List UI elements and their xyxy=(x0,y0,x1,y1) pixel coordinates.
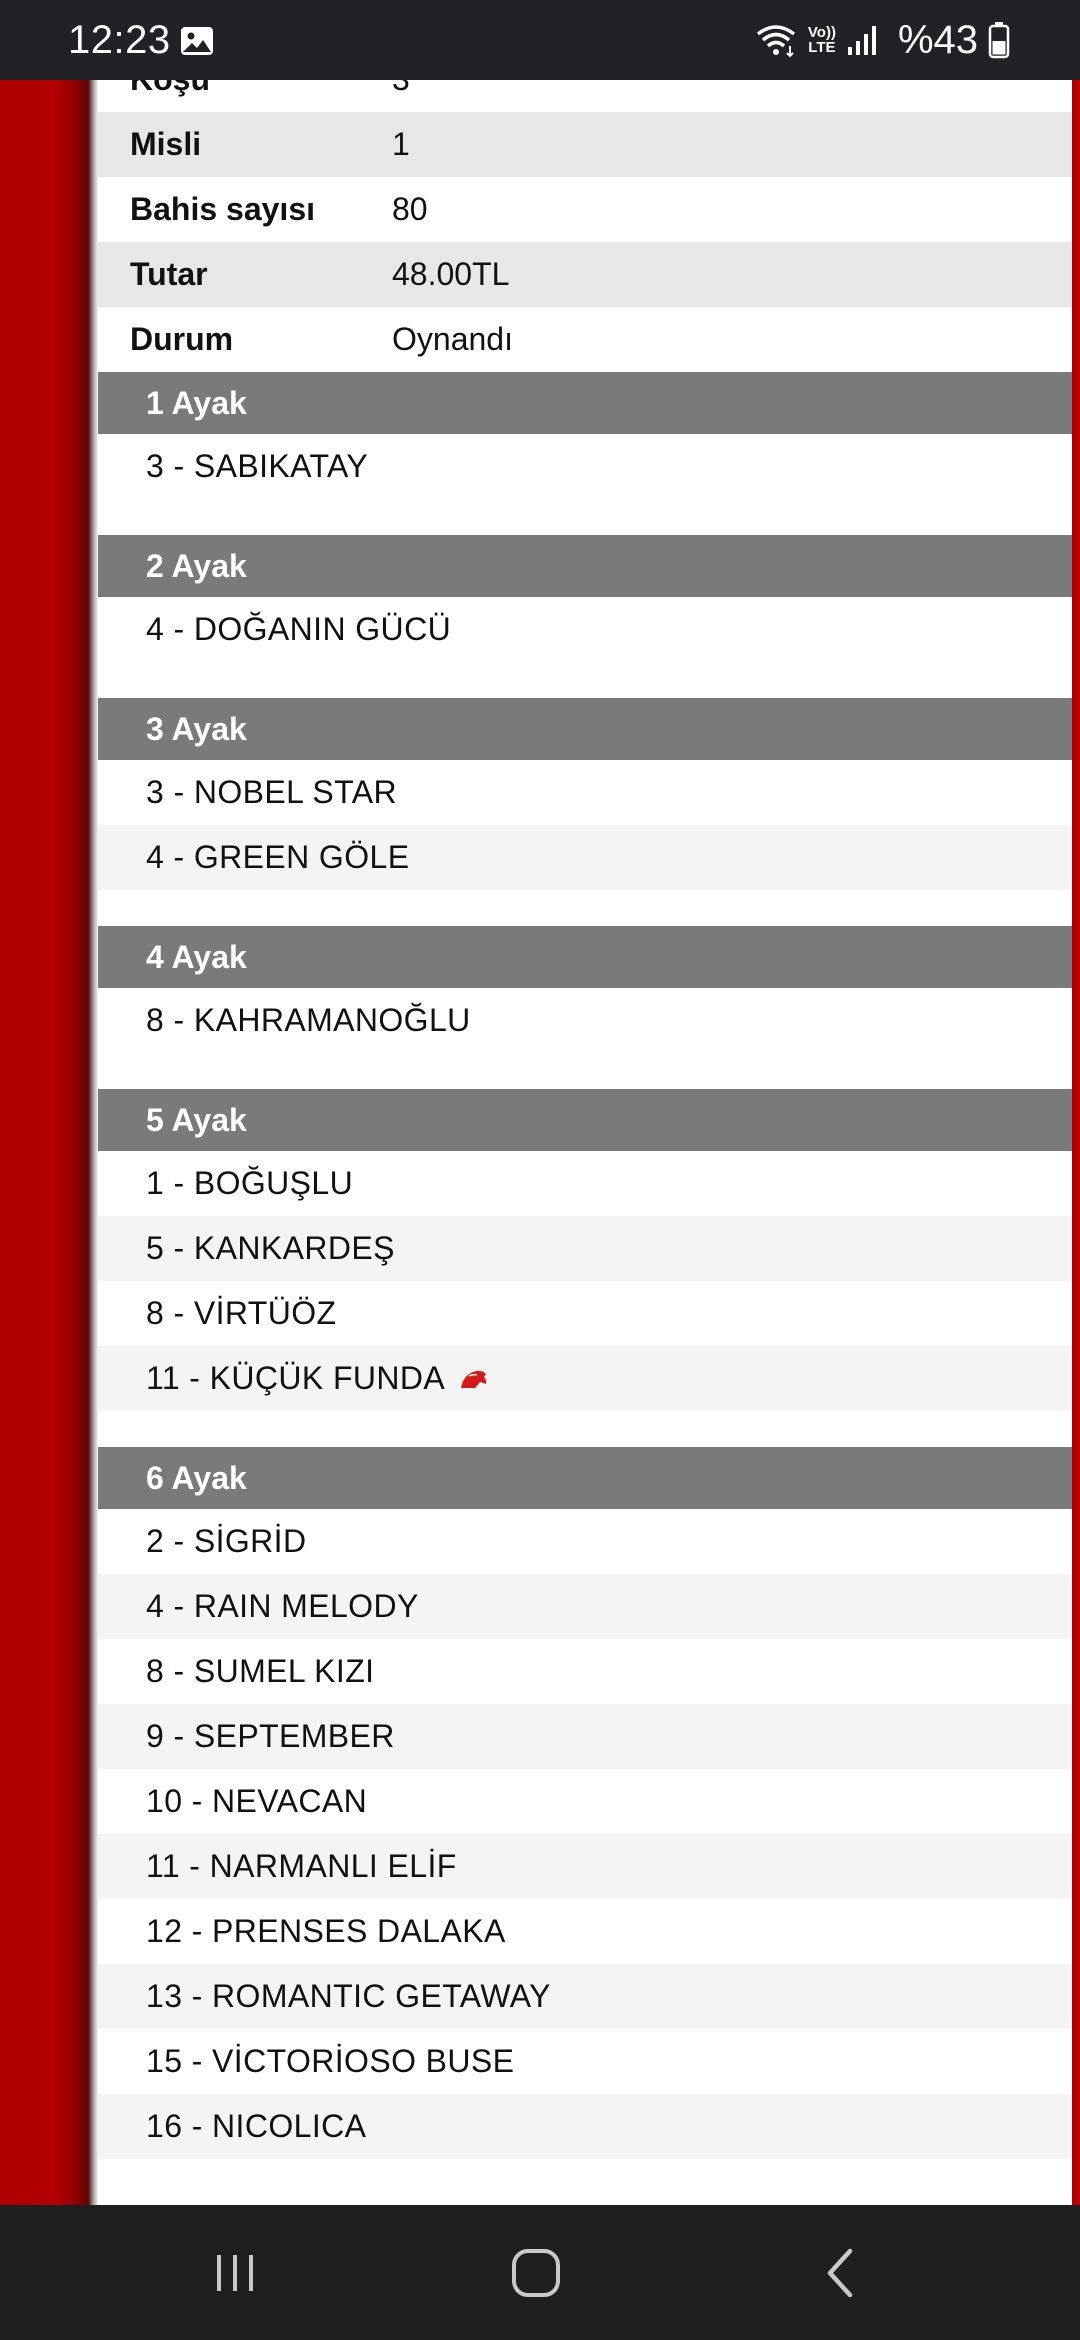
leg-header-1: 1 Ayak xyxy=(98,372,1072,434)
status-bar xyxy=(0,0,1080,80)
leg-spacer xyxy=(98,1053,1072,1089)
info-label: Bahis sayısı xyxy=(130,191,315,227)
horse-row: 3 - NOBEL STAR xyxy=(146,774,397,810)
battery-percent: %43 xyxy=(897,17,978,62)
volte-indicator xyxy=(808,25,836,55)
horse-row: 4 - RAIN MELODY xyxy=(98,1574,1072,1639)
info-row-misli xyxy=(98,112,1072,177)
battery-icon xyxy=(988,21,1010,59)
right-red-edge xyxy=(1072,80,1080,2205)
info-row-tutar xyxy=(98,242,1072,307)
horse-row: 1 - BOĞUŞLU xyxy=(146,1165,354,1201)
leg-header-6: 6 Ayak xyxy=(98,1447,1072,1509)
horse-row: 8 - VİRTÜÖZ xyxy=(146,1295,337,1331)
coupon-info-table xyxy=(98,47,1072,372)
horse-row: 8 - KAHRAMANOĞLU xyxy=(146,1002,471,1038)
info-label: Durum xyxy=(130,321,234,357)
back-button[interactable] xyxy=(812,2245,872,2301)
leg-spacer xyxy=(98,890,1072,926)
info-value: 80 xyxy=(392,191,428,227)
leg-header-5: 5 Ayak xyxy=(98,1089,1072,1151)
status-time: 12:23 xyxy=(68,18,171,62)
info-row-durum xyxy=(98,307,1072,372)
info-value: Oynandı xyxy=(392,321,513,357)
info-label: Misli xyxy=(130,126,202,162)
gallery-icon xyxy=(180,26,214,56)
leg-spacer xyxy=(98,1411,1072,1447)
leg-spacer xyxy=(98,662,1072,698)
leg-header-2: 2 Ayak xyxy=(98,535,1072,597)
home-button[interactable] xyxy=(506,2245,566,2301)
horse-row: 12 - PRENSES DALAKA xyxy=(146,1913,506,1949)
horse-row: 10 - NEVACAN xyxy=(146,1783,368,1819)
list-end-spacer xyxy=(98,2159,1072,2195)
leg-header-3: 3 Ayak xyxy=(98,698,1072,760)
horse-row: 4 - GREEN GÖLE xyxy=(98,825,1072,890)
coupon-detail-panel[interactable] xyxy=(98,80,1072,2205)
info-value: 48.00TL xyxy=(392,256,510,292)
horse-row: 9 - SEPTEMBER xyxy=(98,1704,1072,1769)
coupon-scroll-content xyxy=(98,47,1072,2195)
recent-apps-button[interactable] xyxy=(205,2245,265,2301)
wifi-icon xyxy=(754,22,798,58)
volte-top-text: Vo)) xyxy=(807,24,836,41)
horse-row: 13 - ROMANTIC GETAWAY xyxy=(98,1964,1072,2029)
android-nav-bar xyxy=(0,2205,1080,2340)
horse-row: 4 - DOĞANIN GÜCÜ xyxy=(146,611,452,647)
horse-head-icon xyxy=(459,1368,489,1390)
left-red-panel xyxy=(0,80,98,2205)
leg-header-4: 4 Ayak xyxy=(98,926,1072,988)
signal-icon xyxy=(846,23,880,57)
status-icons xyxy=(754,18,1010,62)
horse-row: 3 - SABIKATAY xyxy=(146,448,369,484)
info-row-bahis-sayisi xyxy=(98,177,1072,242)
horse-row: 8 - SUMEL KIZI xyxy=(146,1653,375,1689)
horse-row: 5 - KANKARDEŞ xyxy=(98,1216,1072,1281)
horse-row: 11 - NARMANLI ELİF xyxy=(98,1834,1072,1899)
horse-row: 15 - VİCTORİOSO BUSE xyxy=(146,2043,515,2079)
horse-row: 16 - NICOLICA xyxy=(98,2094,1072,2159)
horse-name: 11 - KÜÇÜK FUNDA xyxy=(146,1360,446,1396)
leg-spacer xyxy=(98,499,1072,535)
horse-row-with-badge xyxy=(98,1346,1072,1411)
volte-bottom-text: LTE xyxy=(808,39,836,56)
horse-row: 2 - SİGRİD xyxy=(146,1523,307,1559)
info-label: Tutar xyxy=(130,256,208,292)
info-value: 1 xyxy=(392,126,410,162)
